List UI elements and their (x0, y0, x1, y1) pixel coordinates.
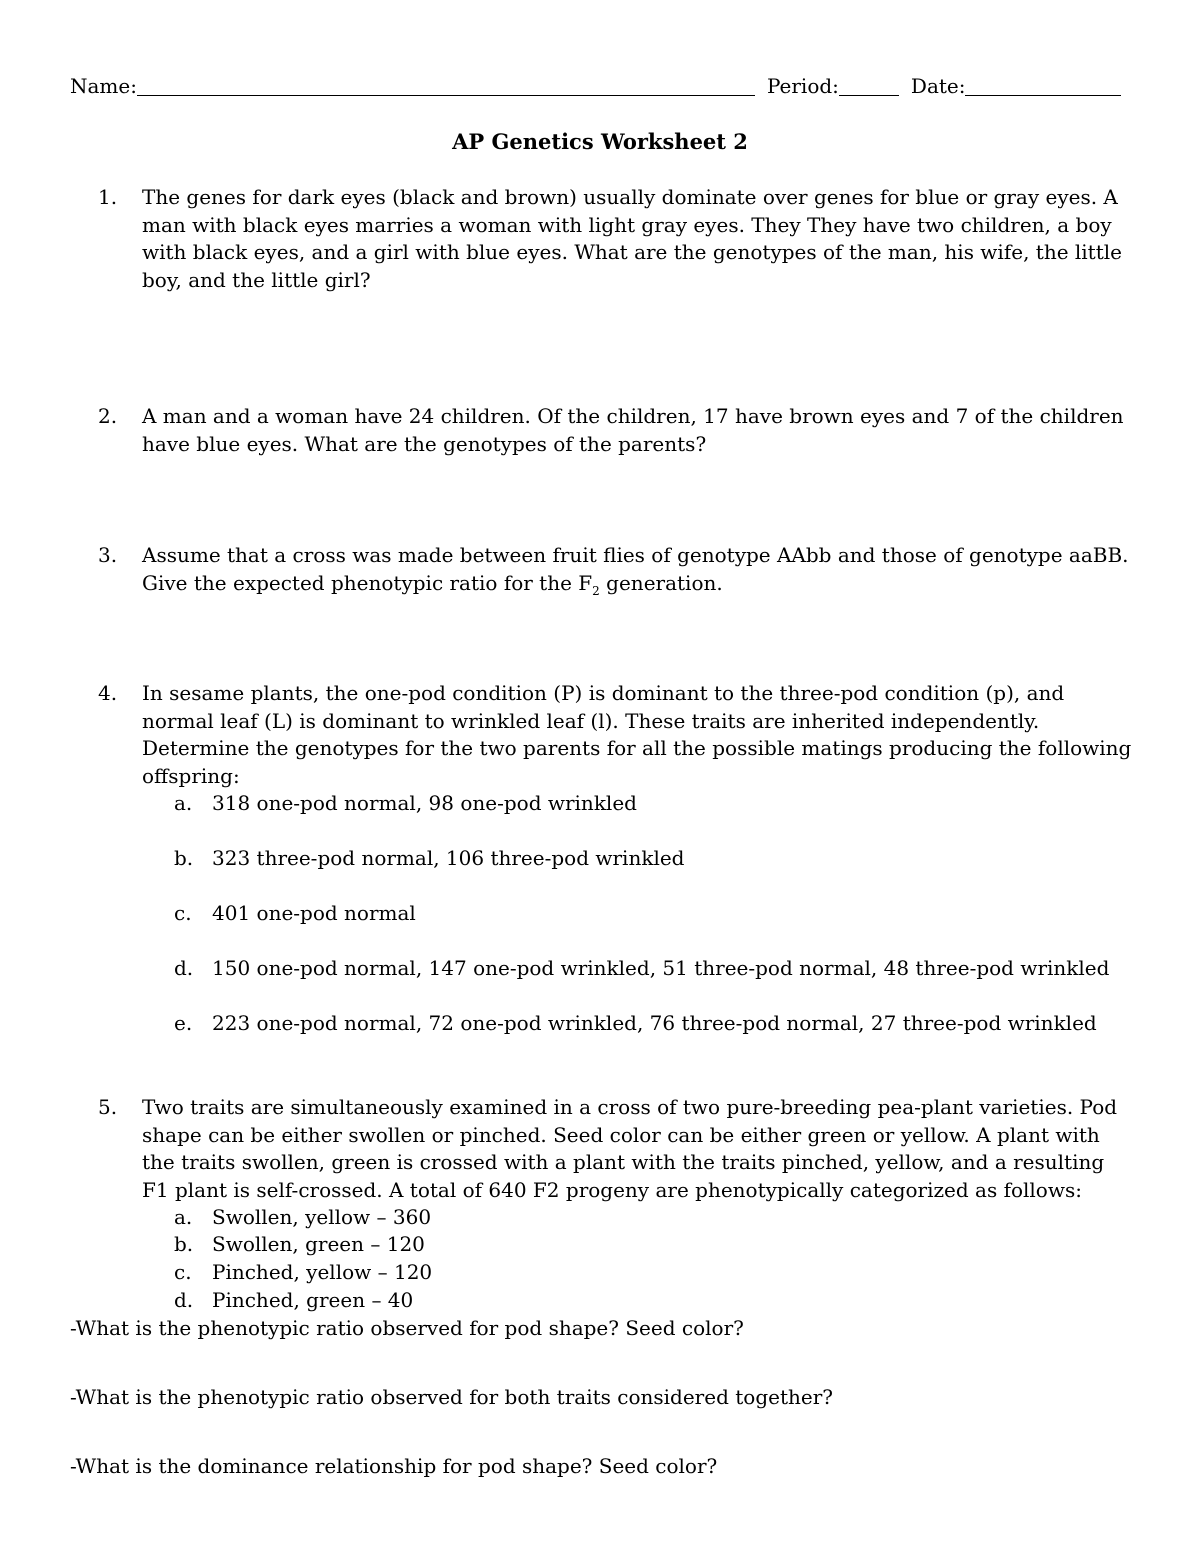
header-fields (70, 72, 1122, 100)
question-3 (98, 542, 1133, 605)
part-letter: b. (174, 1232, 194, 1256)
followup-question: -What is the dominance relationship for pod shape? Seed color? (70, 1454, 718, 1478)
part-text: 150 one-pod normal, 147 one-pod wrinkled, 51 three-pod normal, 48 three-pod wrinkled (212, 956, 1110, 980)
name-blank[interactable] (137, 75, 755, 96)
question-number: 2. (98, 404, 118, 428)
period-label: Period: (766, 74, 839, 98)
part-letter: e. (174, 1011, 193, 1035)
followup-question: -What is the phenotypic ratio observed for pod shape? Seed color? (70, 1316, 744, 1340)
name-label: Name: (70, 74, 137, 98)
question-text: The genes for dark eyes (black and brown) usually dominate over genes for blue or gray eyes. A man with black eyes marries a woman with light gray eyes. They They have two children, a boy with black eyes, and a girl with blue eyes. What are the genotypes of the man, his wife, the little boy, and the little girl? (142, 185, 1122, 292)
date-label: Date: (910, 74, 966, 98)
question-number: 4. (98, 681, 118, 705)
question-number: 3. (98, 543, 118, 567)
question-text: In sesame plants, the one-pod condition (P) is dominant to the three-pod condition (p), and normal leaf (L) is dominant to wrinkled leaf (l). These traits are inherited independently. Determine the genotypes for the two parents for all the possible matings producing the following offspring: (142, 681, 1132, 788)
part-letter: a. (174, 1205, 193, 1229)
part-letter: d. (174, 956, 194, 980)
question-1 (98, 184, 1133, 294)
question-2 (98, 403, 1133, 458)
part-letter: d. (174, 1288, 194, 1312)
question-text-part: generation. (599, 570, 723, 595)
part-text: Swollen, yellow – 360 (212, 1205, 432, 1229)
subscript: 2 (592, 583, 600, 598)
question-5 (98, 1094, 1133, 1204)
part-text: 318 one-pod normal, 98 one-pod wrinkled (212, 791, 637, 815)
question-4 (98, 680, 1133, 790)
question-text (142, 542, 1133, 605)
part-text: 323 three-pod normal, 106 three-pod wrinkled (212, 846, 685, 870)
part-text: Pinched, yellow – 120 (212, 1260, 433, 1284)
question-number: 5. (98, 1095, 118, 1119)
part-text: Swollen, green – 120 (212, 1232, 425, 1256)
page-title: AP Genetics Worksheet 2 (452, 129, 748, 154)
part-letter: b. (174, 846, 194, 870)
part-letter: c. (174, 1260, 192, 1284)
period-blank[interactable] (839, 75, 899, 96)
question-number: 1. (98, 185, 118, 209)
part-text: 223 one-pod normal, 72 one-pod wrinkled, 76 three-pod normal, 27 three-pod wrinkled (212, 1011, 1097, 1035)
question-text: A man and a woman have 24 children. Of the children, 17 have brown eyes and 7 of the children have blue eyes. What are the genotypes of the parents? (142, 404, 1124, 456)
question-text: Two traits are simultaneously examined in a cross of two pure-breeding pea-plant varieties. Pod shape can be either swollen or pinched. Seed color can be either green or yellow. A plant with the traits swollen, green is crossed with a plant with the traits pinched, yellow, and a resulting F1 plant is self-crossed. A total of 640 F2 progeny are phenotypically categorized as follows: (142, 1095, 1118, 1202)
followup-question: -What is the phenotypic ratio observed for both traits considered together? (70, 1385, 833, 1409)
part-text: 401 one-pod normal (212, 901, 416, 925)
date-blank[interactable] (965, 75, 1121, 96)
part-letter: c. (174, 901, 192, 925)
part-letter: a. (174, 791, 193, 815)
part-text: Pinched, green – 40 (212, 1288, 414, 1312)
question-text-part: Assume that a cross was made between fruit flies of genotype AAbb and those of genotype aaBB. Give the expected phenotypic ratio for the F (142, 543, 1129, 595)
